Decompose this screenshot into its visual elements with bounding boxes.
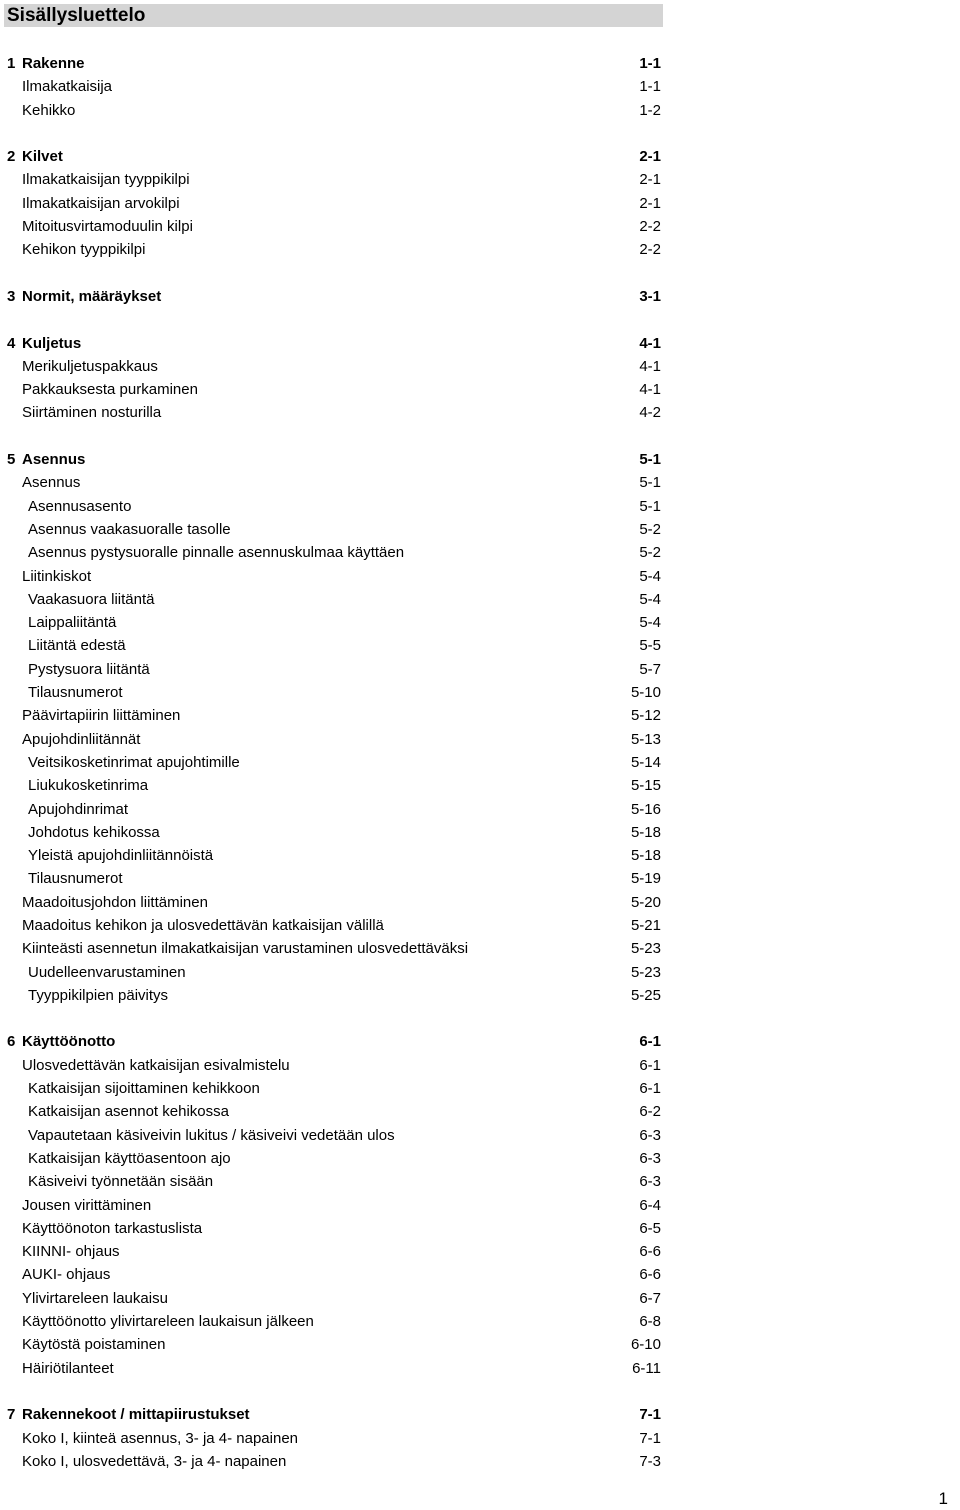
toc-title: Ilmakatkaisijan tyyppikilpi (22, 171, 190, 189)
toc-title: Normit, määräykset (22, 287, 162, 305)
toc-chapter-row[interactable] (0, 1030, 664, 1053)
toc-page-number: 6-11 (632, 1359, 661, 1377)
toc-page-number: 5-18 (630, 847, 661, 865)
toc-entry-row[interactable] (0, 192, 664, 215)
toc-entry-row[interactable] (0, 844, 664, 867)
toc-title: Mitoitusvirtamoduulin kilpi (22, 218, 193, 236)
toc-entry-row[interactable] (0, 704, 664, 727)
toc-page-number: 5-5 (639, 637, 661, 655)
footer-page-number: 1 (938, 1489, 948, 1508)
toc-title: Katkaisijan käyttöasentoon ajo (28, 1149, 231, 1167)
toc-page-number: 2-1 (639, 148, 661, 166)
toc-entry-row[interactable] (0, 961, 664, 984)
toc-page-number: 5-10 (630, 684, 661, 702)
toc-page-number: 4-1 (639, 357, 661, 375)
toc-entry-row[interactable] (0, 867, 664, 890)
toc-page-number: 2-1 (639, 194, 661, 212)
toc-page-number: 5-23 (630, 963, 661, 981)
toc-entry-row[interactable] (0, 495, 664, 518)
toc-entry-row[interactable] (0, 984, 664, 1007)
toc-title: Pystysuora liitäntä (28, 660, 150, 678)
toc-entry-row[interactable] (0, 565, 664, 588)
toc-page-number: 7-1 (639, 1406, 661, 1424)
toc-title: Siirtäminen nosturilla (22, 404, 162, 422)
toc-spacer (0, 1007, 664, 1030)
toc-entry-row[interactable] (0, 1427, 664, 1450)
toc-entry-row[interactable] (0, 821, 664, 844)
toc-entry-row[interactable] (0, 1357, 664, 1380)
toc-chapter-row[interactable] (0, 1403, 664, 1426)
toc-entry-row[interactable] (0, 1100, 664, 1123)
toc-chapter-row[interactable] (0, 332, 664, 355)
toc-title: Tyyppikilpien päivitys (28, 986, 169, 1004)
toc-entry-row[interactable] (0, 75, 664, 98)
toc-page-number: 6-2 (639, 1103, 661, 1121)
toc-entry-row[interactable] (0, 518, 664, 541)
toc-title: Liukukosketinrima (28, 777, 149, 795)
toc-chapter-row[interactable] (0, 145, 664, 168)
toc-title: Koko I, ulosvedettävä, 3- ja 4- napainen (22, 1452, 287, 1470)
toc-chapter-number: 6 (7, 1033, 16, 1051)
toc-title: Yleistä apujohdinliitännöistä (28, 847, 214, 865)
toc-entry-row[interactable] (0, 1170, 664, 1193)
toc-page-number: 6-10 (630, 1336, 661, 1354)
toc-title: Rakenne (22, 55, 85, 72)
toc-title: Päävirtapiirin liittäminen (22, 707, 181, 725)
toc-page-number: 5-4 (639, 567, 661, 585)
toc-title: Häiriötilanteet (22, 1359, 114, 1377)
toc-page-number: 2-1 (639, 171, 661, 189)
toc-page-number: 6-4 (639, 1196, 661, 1214)
toc-title: Maadoitus kehikon ja ulosvedettävän katkaisijan välillä (22, 916, 384, 934)
toc-page-number: 1-1 (639, 78, 661, 96)
toc-entry-row[interactable] (0, 401, 664, 424)
toc-page-number: 6-3 (639, 1149, 661, 1167)
toc-page-number: 5-1 (639, 474, 661, 492)
toc-title: Ulosvedettävän katkaisijan esivalmistelu (22, 1056, 290, 1074)
toc-page-number: 5-12 (630, 707, 661, 725)
toc-title: Liitäntä edestä (28, 637, 126, 655)
toc-title: Käyttöönotto ylivirtareleen laukaisun jälkeen (22, 1313, 314, 1331)
toc-page-number: 3-1 (639, 287, 661, 305)
toc-spacer (0, 425, 664, 448)
toc-title: Merikuljetuspakkaus (22, 357, 158, 375)
toc-entry-row[interactable] (0, 355, 664, 378)
toc-title: Katkaisijan asennot kehikossa (28, 1103, 229, 1121)
toc-entry-row[interactable] (0, 634, 664, 657)
toc-title: Tilausnumerot (28, 684, 123, 702)
toc-spacer (0, 122, 664, 145)
toc-chapter-number: 3 (7, 287, 16, 305)
toc-page-number: 5-15 (630, 777, 661, 795)
toc-title: Vapautetaan käsiveivin lukitus / käsiveivi vedetään ulos (28, 1126, 395, 1144)
toc-page-number: 5-4 (639, 614, 661, 632)
toc-title: Asennus (22, 474, 81, 492)
toc-entry-row[interactable] (0, 681, 664, 704)
toc-page-number: 7-3 (639, 1452, 661, 1470)
toc-title: Laippaliitäntä (28, 614, 117, 632)
toc-entry-row[interactable] (0, 99, 664, 122)
toc-entry-row[interactable] (0, 1124, 664, 1147)
toc-entry-row[interactable] (0, 774, 664, 797)
toc-title: Johdotus kehikossa (28, 823, 160, 841)
toc-title: Pakkauksesta purkaminen (22, 381, 198, 399)
toc-chapter-row[interactable] (0, 52, 664, 75)
toc-title: Katkaisijan sijoittaminen kehikkoon (28, 1080, 260, 1098)
toc-page-number: 5-14 (630, 753, 661, 771)
toc-page-number: 5-19 (630, 870, 661, 888)
toc-entry-row[interactable] (0, 1054, 664, 1077)
toc-spacer (0, 308, 664, 331)
toc-entry-row[interactable] (0, 238, 664, 261)
toc-title: Kilvet (22, 148, 63, 166)
toc-chapter-number: 5 (7, 451, 16, 469)
toc-entry-row[interactable] (0, 168, 664, 191)
toc-page-number: 5-2 (639, 520, 661, 538)
toc-entry-row[interactable] (0, 1310, 664, 1333)
toc-page-number: 5-20 (630, 893, 661, 911)
toc-entry-row[interactable] (0, 1263, 664, 1286)
toc-title: Jousen virittäminen (22, 1196, 152, 1214)
page-title: Sisällysluettelo (7, 5, 146, 26)
toc-entry-row[interactable] (0, 471, 664, 494)
toc-page-number: 5-1 (639, 497, 661, 515)
toc-page-number: 2-2 (639, 241, 661, 259)
toc-entry-row[interactable] (0, 1333, 664, 1356)
toc-entry-row[interactable] (0, 611, 664, 634)
toc-page-number: 6-6 (639, 1243, 661, 1261)
toc-entry-row[interactable] (0, 1147, 664, 1170)
toc-entry-row[interactable] (0, 1194, 664, 1217)
toc-title: Apujohdinrimat (28, 800, 129, 818)
toc-page-number: 4-2 (639, 404, 661, 422)
toc-page-number: 6-3 (639, 1126, 661, 1144)
toc-page-number: 6-8 (639, 1313, 661, 1331)
toc-title: Asennus vaakasuoralle tasolle (28, 520, 231, 538)
toc-title: Käyttöönoton tarkastuslista (22, 1219, 203, 1237)
toc-entry-row[interactable] (0, 937, 664, 960)
table-of-contents (0, 52, 664, 1473)
toc-title: Tilausnumerot (28, 870, 123, 888)
toc-title: AUKI- ohjaus (22, 1266, 111, 1284)
toc-page-number: 6-1 (639, 1033, 661, 1051)
toc-page-number: 6-6 (639, 1266, 661, 1284)
toc-page-number: 4-1 (639, 381, 661, 399)
toc-title: Maadoitusjohdon liittäminen (22, 893, 208, 911)
toc-title: Veitsikosketinrimat apujohtimille (28, 753, 240, 771)
toc-page-number: 6-5 (639, 1219, 661, 1237)
toc-page-number: 4-1 (639, 334, 661, 352)
toc-title: Asennus pystysuoralle pinnalle asennuskulmaa käyttäen (28, 544, 405, 562)
toc-entry-row[interactable] (0, 658, 664, 681)
toc-entry-row[interactable] (0, 751, 664, 774)
toc-title: Kehikon tyyppikilpi (22, 241, 146, 259)
toc-title: Ylivirtareleen laukaisu (22, 1289, 168, 1307)
toc-title: Liitinkiskot (22, 567, 92, 585)
toc-entry-row[interactable] (0, 728, 664, 751)
toc-entry-row[interactable] (0, 1217, 664, 1240)
toc-title: KIINNI- ohjaus (22, 1243, 120, 1261)
toc-entry-row[interactable] (0, 541, 664, 564)
toc-title: Ilmakatkaisijan arvokilpi (22, 194, 180, 212)
toc-chapter-row[interactable] (0, 285, 664, 308)
toc-page-number: 1-1 (639, 55, 661, 72)
toc-header (4, 4, 663, 27)
toc-page-number: 5-2 (639, 544, 661, 562)
toc-entry-row[interactable] (0, 215, 664, 238)
toc-title: Käyttöönotto (22, 1033, 116, 1051)
toc-page-number: 6-3 (639, 1173, 661, 1191)
toc-entry-row[interactable] (0, 378, 664, 401)
toc-page-number: 5-16 (630, 800, 661, 818)
toc-entry-row[interactable] (0, 1287, 664, 1310)
toc-spacer (0, 1380, 664, 1403)
toc-page-number: 7-1 (639, 1429, 661, 1447)
toc-title: Asennusasento (28, 497, 132, 515)
toc-title: Rakennekoot / mittapiirustukset (22, 1406, 250, 1424)
toc-title: Uudelleenvarustaminen (28, 963, 186, 981)
toc-entry-row[interactable] (0, 1077, 664, 1100)
toc-page-number: 1-2 (639, 101, 661, 119)
toc-page-number: 5-18 (630, 823, 661, 841)
toc-entry-row[interactable] (0, 914, 664, 937)
toc-entry-row[interactable] (0, 1240, 664, 1263)
toc-chapter-number: 1 (7, 55, 16, 72)
toc-title: Apujohdinliitännät (22, 730, 141, 748)
toc-title: Ilmakatkaisija (22, 78, 113, 96)
toc-page-number: 5-23 (630, 940, 661, 958)
toc-page-number: 6-1 (639, 1080, 661, 1098)
toc-page-number: 5-13 (630, 730, 661, 748)
toc-page-number: 6-7 (639, 1289, 661, 1307)
toc-page-number: 5-25 (630, 986, 661, 1004)
toc-title: Kiinteästi asennetun ilmakatkaisijan varustaminen ulosvedettäväksi (22, 940, 469, 958)
toc-title: Käsiveivi työnnetään sisään (28, 1173, 214, 1191)
toc-page-number: 5-1 (639, 451, 661, 469)
toc-page-number: 6-1 (639, 1056, 661, 1074)
toc-chapter-number: 2 (7, 148, 16, 166)
toc-page-number: 5-7 (639, 660, 661, 678)
toc-title: Asennus (22, 451, 86, 469)
toc-title: Vaakasuora liitäntä (28, 590, 155, 608)
toc-spacer (0, 262, 664, 285)
toc-title: Käytöstä poistaminen (22, 1336, 166, 1354)
toc-entry-row[interactable] (0, 798, 664, 821)
toc-title: Kuljetus (22, 334, 82, 352)
toc-chapter-number: 4 (7, 334, 16, 352)
toc-entry-row[interactable] (0, 891, 664, 914)
toc-chapter-number: 7 (7, 1406, 16, 1424)
toc-page-number: 5-4 (639, 590, 661, 608)
toc-page-number: 2-2 (639, 218, 661, 236)
toc-entry-row[interactable] (0, 588, 664, 611)
toc-title: Kehikko (22, 101, 76, 119)
toc-title: Koko I, kiinteä asennus, 3- ja 4- napainen (22, 1429, 299, 1447)
toc-page-number: 5-21 (630, 916, 661, 934)
toc-chapter-row[interactable] (0, 448, 664, 471)
toc-entry-row[interactable] (0, 1450, 664, 1473)
